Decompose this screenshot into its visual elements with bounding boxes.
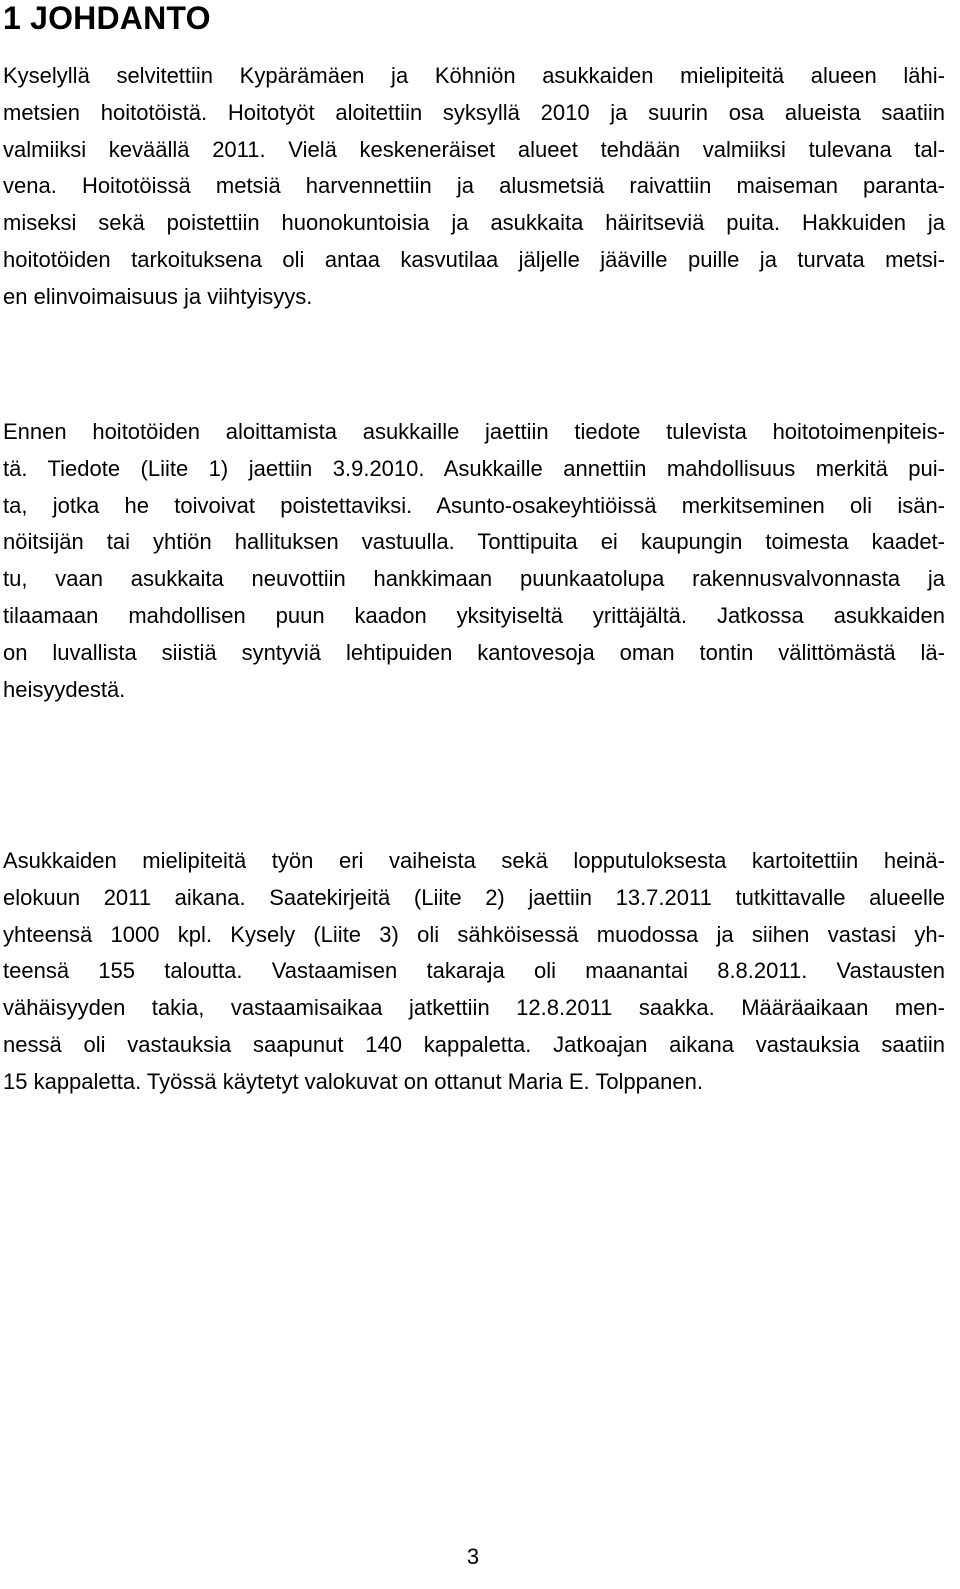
text-line: tä. Tiedote (Liite 1) jaettiin 3.9.2010. Asukkaille annettiin mahdollisuus merkitä pui-	[3, 455, 945, 481]
text-line: vähäisyyden takia, vastaamisaikaa jatkettiin 12.8.2011 saakka. Määräaikaan men-	[3, 995, 945, 1021]
section-heading: 1 JOHDANTO	[3, 0, 211, 36]
text-line: teensä 155 taloutta. Vastaamisen takaraja oli maanantai 8.8.2011. Vastausten	[3, 958, 945, 984]
text-line: elokuun 2011 aikana. Saatekirjeitä (Liite 2) jaettiin 13.7.2011 tutkittavalle alueelle	[3, 884, 945, 910]
text-line: miseksi sekä poistettiin huonokuntoisia ja asukkaita häiritseviä puita. Hakkuiden ja	[3, 210, 945, 236]
text-line: metsien hoitotöistä. Hoitotyöt aloitettiin syksyllä 2010 ja suurin osa alueista saatiin	[3, 99, 945, 125]
paragraph-survey	[3, 843, 945, 1101]
text-line: valmiiksi keväällä 2011. Vielä keskeneräiset alueet tehdään valmiiksi tulevana tal-	[3, 136, 945, 162]
paragraph-notice	[3, 414, 945, 708]
text-line: heisyydestä.	[3, 676, 126, 702]
text-line: hoitotöiden tarkoituksena oli antaa kasvutilaa jäljelle jääville puille ja turvata metsi-	[3, 246, 945, 272]
paragraph-intro	[3, 58, 945, 316]
text-line: ta, jotka he toivoivat poistettaviksi. Asunto-osakeyhtiöissä merkitseminen oli isän-	[3, 492, 945, 518]
text-line: Kyselyllä selvitettiin Kypärämäen ja Köhniön asukkaiden mielipiteitä alueen lähi-	[3, 63, 945, 88]
text-line: nöitsijän tai yhtiön hallituksen vastuulla. Tonttipuita ei kaupungin toimesta kaadet-	[3, 529, 945, 555]
text-line: tu, vaan asukkaita neuvottiin hankkimaan puunkaatolupa rakennusvalvonnasta ja	[3, 566, 945, 592]
text-line: tilaamaan mahdollisen puun kaadon yksityiseltä yrittäjältä. Jatkossa asukkaiden	[3, 602, 945, 628]
text-line: 15 kappaletta. Työssä käytetyt valokuvat on ottanut Maria E. Tolppanen.	[3, 1068, 703, 1094]
page-number: 3	[466, 1544, 480, 1569]
text-line: vena. Hoitotöissä metsiä harvennettiin ja alusmetsiä raivattiin maiseman paranta-	[3, 173, 945, 199]
text-line: yhteensä 1000 kpl. Kysely (Liite 3) oli sähköisessä muodossa ja siihen vastasi yh-	[3, 921, 945, 947]
text-line: Ennen hoitotöiden aloittamista asukkaille jaettiin tiedote tulevista hoitotoimenpiteis-	[3, 419, 945, 444]
text-line: Asukkaiden mielipiteitä työn eri vaiheista sekä lopputuloksesta kartoitettiin heinä-	[3, 848, 945, 873]
text-line: en elinvoimaisuus ja viihtyisyys.	[3, 283, 313, 309]
text-line: nessä oli vastauksia saapunut 140 kappaletta. Jatkoajan aikana vastauksia saatiin	[3, 1031, 945, 1057]
text-line: on luvallista siistiä syntyviä lehtipuiden kantovesoja oman tontin välittömästä lä-	[3, 639, 945, 665]
